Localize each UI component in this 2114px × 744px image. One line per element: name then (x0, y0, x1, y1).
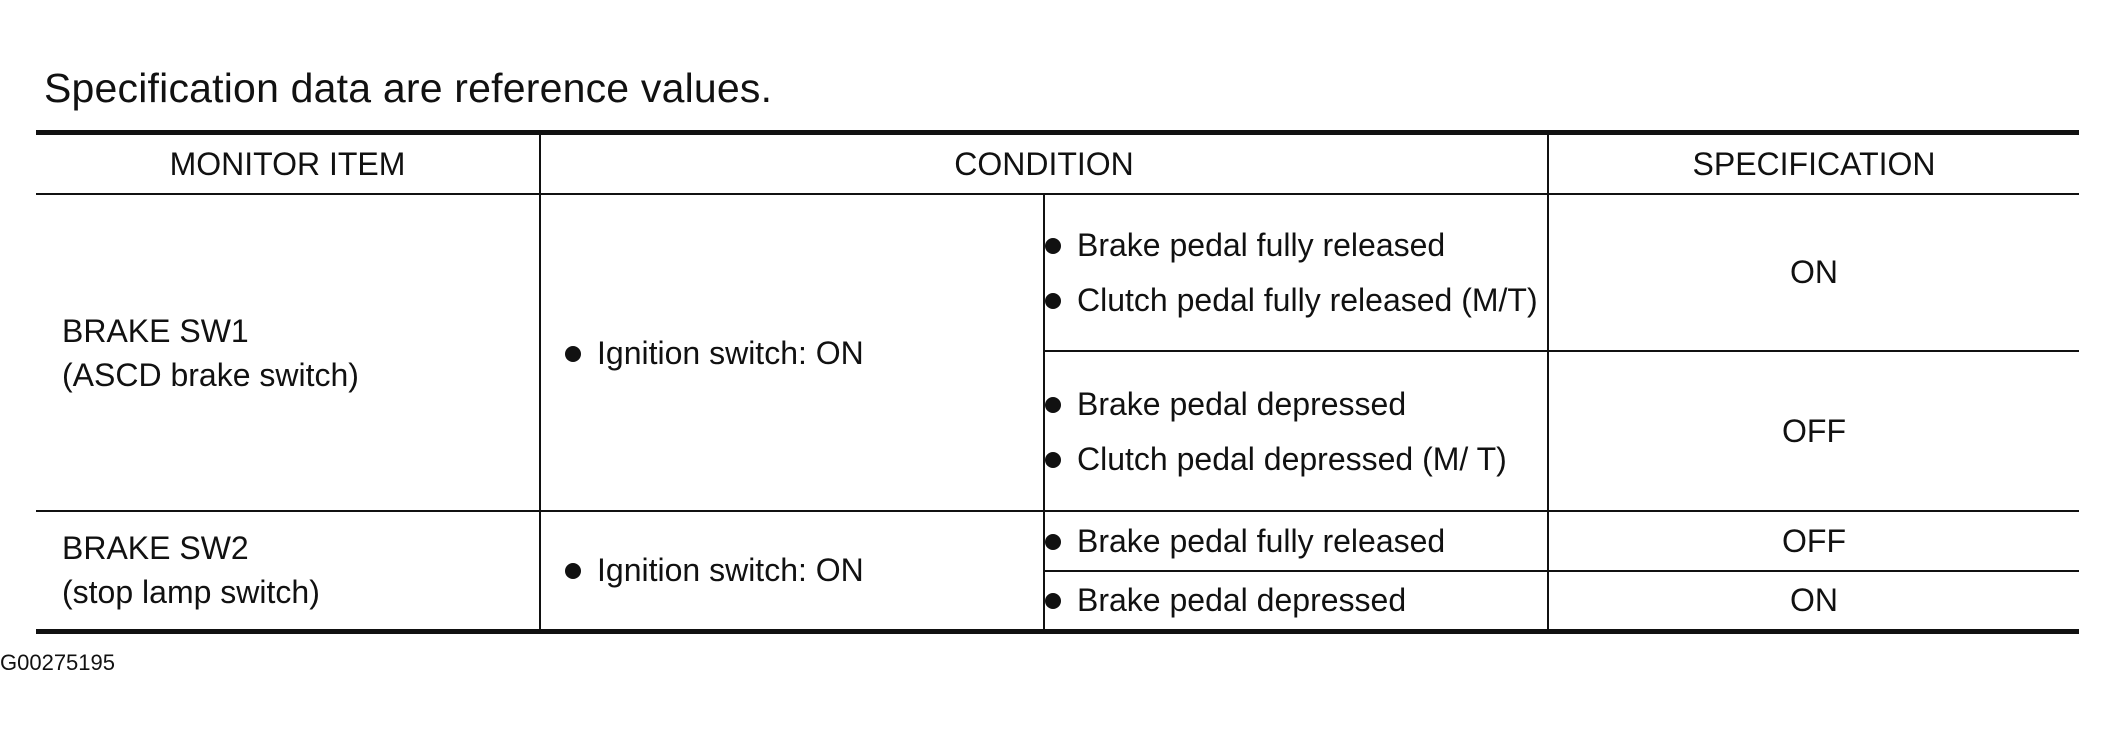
table-header-row (36, 133, 2079, 195)
specification-table (36, 130, 2079, 634)
bullet-icon (1045, 238, 1061, 254)
monitor-item-cell (36, 194, 540, 511)
list-item (1045, 280, 1547, 320)
header-monitor-item: MONITOR ITEM (36, 133, 540, 195)
list-item (541, 333, 1043, 373)
bullet-icon (1045, 534, 1061, 550)
sub-condition-cell (1044, 194, 1548, 351)
specification-value: OFF (1548, 511, 2079, 571)
list-item (1045, 439, 1547, 479)
monitor-item-description: (ASCD brake switch) (62, 356, 359, 393)
list-item (1045, 580, 1547, 620)
sub-condition-cell (1044, 511, 1548, 571)
list-item (541, 550, 1043, 590)
header-specification: SPECIFICATION (1548, 133, 2079, 195)
specification-value: OFF (1548, 351, 2079, 511)
monitor-item-name: BRAKE SW2 (62, 530, 249, 567)
bullet-icon (1045, 397, 1061, 413)
sub-condition-text: Brake pedal depressed (1077, 582, 1407, 619)
condition-cell (540, 194, 1044, 511)
bullet-icon (1045, 293, 1061, 309)
monitor-item-cell (36, 511, 540, 631)
sub-condition-cell (1044, 571, 1548, 631)
bullet-icon (565, 563, 581, 579)
figure-id: G00275195 (0, 650, 115, 675)
condition-text: Ignition switch: ON (597, 552, 864, 589)
sub-condition-text: Brake pedal fully released (1077, 523, 1446, 559)
header-condition: CONDITION (540, 133, 1548, 195)
condition-cell (540, 511, 1044, 631)
sub-condition-cell (1044, 351, 1548, 511)
specification-value: ON (1548, 571, 2079, 631)
list-item (1045, 521, 1547, 561)
list-item (1045, 225, 1547, 265)
condition-text: Ignition switch: ON (597, 334, 864, 371)
bullet-icon (1045, 593, 1061, 609)
table-row (36, 194, 2079, 351)
monitor-item-name: BRAKE SW1 (62, 312, 249, 349)
sub-condition-text: Brake pedal fully released (1077, 227, 1446, 263)
sub-condition-text: Clutch pedal fully released (M/T) (1077, 282, 1538, 318)
table-row (36, 511, 2079, 571)
table-caption: Specification data are reference values. (44, 65, 773, 111)
bullet-icon (565, 346, 581, 362)
monitor-item-description: (stop lamp switch) (62, 574, 320, 611)
sub-condition-text: Brake pedal depressed (1077, 385, 1407, 422)
specification-value: ON (1548, 194, 2079, 351)
list-item (1045, 384, 1547, 424)
sub-condition-text: Clutch pedal depressed (M/ T) (1077, 440, 1507, 477)
bullet-icon (1045, 452, 1061, 468)
